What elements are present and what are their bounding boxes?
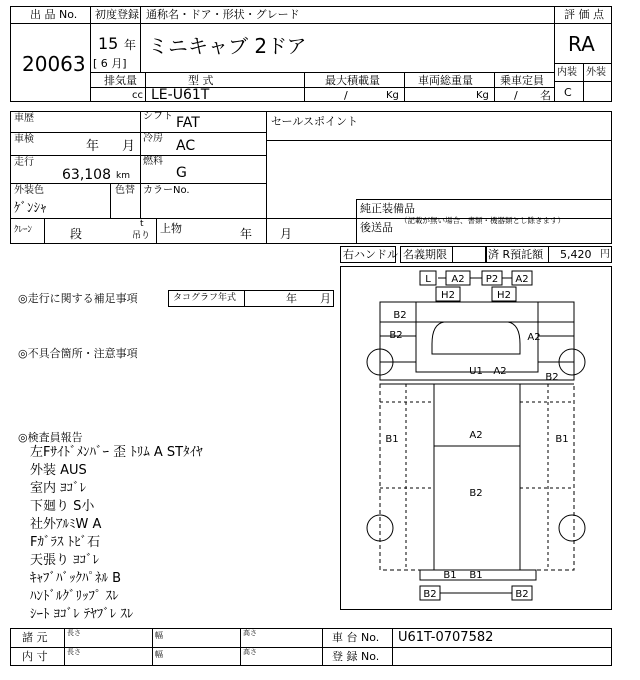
aftermarket-label: 後送品 bbox=[360, 221, 393, 234]
yen-unit: 円 bbox=[600, 249, 610, 260]
score-label: 評 価 点 bbox=[564, 8, 604, 21]
car-name-label: 通称名・ドア・形状・グレード bbox=[146, 8, 300, 21]
recycle-label: 済 R預託額 bbox=[488, 248, 544, 261]
rhd-label: 右ハンドル bbox=[343, 248, 398, 261]
inspection-year: 年 bbox=[86, 139, 100, 154]
inspector-line: 社外ｱﾙﾐW A bbox=[30, 517, 102, 532]
chassis-number: U61T-0707582 bbox=[398, 630, 494, 645]
inspector-line: Fｶﾞﾗｽ ﾄﾋﾞ石 bbox=[30, 535, 101, 550]
interior-length-label: 長さ bbox=[67, 648, 81, 656]
mark-left-fender: B2 bbox=[389, 330, 403, 341]
mileage-label: 走行 bbox=[14, 157, 34, 168]
fuel-label: 燃料 bbox=[143, 156, 163, 167]
tachograph-label: タコグラフ年式 bbox=[173, 293, 237, 303]
genuine-equipment-label: 純正装備品 bbox=[360, 202, 415, 215]
registration-month: [ 6 月] bbox=[93, 57, 127, 70]
inspector-line: ｷｬﾌﾞﾊﾞｯｸﾊﾟﾈﾙ B bbox=[30, 571, 122, 586]
history-label: 車歴 bbox=[14, 113, 34, 124]
car-name: ミニキャブ 2ドア bbox=[148, 34, 307, 58]
mark-cab-back: A2 bbox=[493, 366, 507, 377]
interior-width-label: 幅 bbox=[155, 650, 163, 659]
fuel-value: G bbox=[176, 165, 187, 181]
exterior-color-label: 外装色 bbox=[14, 185, 44, 196]
mark-bed-floor: B2 bbox=[469, 488, 483, 499]
recycle-amount: 5,420 bbox=[560, 248, 592, 261]
mark-roof: U1 bbox=[469, 366, 483, 377]
lift-month: 月 bbox=[280, 227, 293, 241]
inspector-line: ﾊﾝﾄﾞﾙｸﾞﾘｯﾌﾟ ｽﾚ bbox=[30, 589, 119, 604]
inspector-line: 室内 ﾖｺﾞﾚ bbox=[30, 481, 87, 496]
color-code-label: カラーNo. bbox=[143, 185, 190, 196]
exterior-label: 外装 bbox=[586, 67, 606, 78]
km-unit: km bbox=[116, 171, 130, 181]
ac-label: 冷房 bbox=[143, 133, 163, 144]
supplement-label: ◎走行に関する補足事項 bbox=[18, 292, 138, 305]
body-length-label: 長さ bbox=[67, 629, 81, 637]
aftermarket-note: （記載が無い場合、書類・機器類とし除きます） bbox=[400, 216, 565, 225]
mark-front-right-tire: B2 bbox=[545, 372, 559, 383]
inspector-line: 左Fｻｲﾄﾞﾒﾝﾊﾞｰ 歪 ﾄﾘﾑ A STﾀｲﾔ bbox=[30, 445, 203, 460]
capacity-slash: / bbox=[514, 89, 518, 102]
exterior-color: ｹﾞﾝｼｬ bbox=[14, 201, 47, 216]
gross-weight-label: 車両総重量 bbox=[418, 74, 473, 87]
mark-rear-bumper-right: B2 bbox=[515, 589, 529, 600]
gross-weight-kg-unit: Kg bbox=[476, 90, 489, 101]
vehicle-diagram bbox=[340, 266, 612, 610]
inspector-line: 天張り ﾖｺﾞﾚ bbox=[30, 553, 100, 568]
inspector-line: 下廻り S小 bbox=[30, 499, 95, 514]
model-code: LE-U61T bbox=[151, 87, 210, 103]
mark-bed-front: A2 bbox=[469, 430, 483, 441]
mark-rear-gate-right: B1 bbox=[469, 570, 483, 581]
displacement-label: 排気量 bbox=[104, 74, 137, 87]
mark-headlight-right: H2 bbox=[497, 290, 511, 301]
chassis-number-label: 車 台 No. bbox=[332, 631, 380, 644]
inspector-line: ｼｰﾄ ﾖｺﾞﾚ ﾃﾔﾌﾞﾚ ｽﾚ bbox=[30, 607, 134, 622]
shift-label: シフト bbox=[143, 111, 173, 122]
mark-front-bumper-right: A2 bbox=[515, 274, 529, 285]
crane-step: 段 bbox=[70, 227, 83, 241]
interior-label: 内装 bbox=[557, 67, 577, 78]
year-unit: 年 bbox=[124, 38, 137, 52]
mark-headlight-left: H2 bbox=[441, 290, 455, 301]
interior-dimensions-label: 内 寸 bbox=[22, 650, 48, 663]
registration-year: 15 bbox=[98, 34, 119, 53]
capacity-unit: 名 bbox=[540, 89, 551, 102]
inspector-label: ◎検査員報告 bbox=[18, 431, 83, 444]
crane-t: t bbox=[140, 219, 144, 229]
mark-rear-gate-left: B1 bbox=[443, 570, 457, 581]
interior-grade: C bbox=[564, 86, 572, 99]
interior-height-label: 高さ bbox=[243, 648, 257, 656]
lot-label: 出 品 No. bbox=[30, 8, 78, 21]
ac-value: AC bbox=[176, 138, 196, 154]
body-height-label: 高さ bbox=[243, 629, 257, 637]
shift-value: FAT bbox=[176, 115, 200, 131]
mark-grille: P2 bbox=[485, 274, 499, 285]
mark-rear-bumper-left: B2 bbox=[423, 589, 437, 600]
mark-right-gate: B1 bbox=[555, 434, 569, 445]
color-change-label: 色替 bbox=[115, 185, 135, 196]
inspector-line: 外装 AUS bbox=[30, 463, 87, 478]
overall-score: RA bbox=[568, 32, 595, 56]
max-load-slash: / bbox=[344, 89, 348, 102]
registration-number-label: 登 録 No. bbox=[332, 650, 380, 663]
lift-label: 上物 bbox=[160, 222, 182, 235]
crane-hang: 吊り bbox=[132, 231, 151, 241]
lot-number: 20063 bbox=[22, 52, 86, 76]
mark-front-bumper-left: A2 bbox=[451, 274, 465, 285]
sales-point-label: セールスポイント bbox=[271, 115, 359, 128]
inspection-month: 月 bbox=[122, 139, 136, 154]
tacho-year: 年 bbox=[286, 292, 297, 305]
max-load-label: 最大積載量 bbox=[325, 74, 380, 87]
defects-label: ◎不具合箇所・注意事項 bbox=[18, 347, 138, 360]
inspection-label: 車検 bbox=[14, 134, 34, 145]
mark-right-fender: A2 bbox=[527, 332, 541, 343]
model-label: 型 式 bbox=[188, 74, 214, 87]
mark-L: L bbox=[425, 274, 431, 285]
tacho-month: 月 bbox=[320, 292, 331, 305]
capacity-label: 乗車定員 bbox=[500, 74, 544, 87]
lift-year: 年 bbox=[240, 227, 253, 241]
body-width-label: 幅 bbox=[155, 631, 163, 640]
max-load-kg-unit: Kg bbox=[386, 90, 399, 101]
mark-left-gate: B1 bbox=[385, 434, 399, 445]
first-registration-label: 初度登録 bbox=[95, 8, 139, 21]
body-dimensions-label: 諸 元 bbox=[22, 631, 48, 644]
cc-unit: cc bbox=[132, 90, 143, 101]
mark-front-left: B2 bbox=[393, 310, 407, 321]
mileage-value: 63,108 bbox=[62, 167, 111, 183]
crane-label: ｸﾚｰﾝ bbox=[14, 225, 33, 235]
name-deadline-label: 名義期限 bbox=[403, 248, 447, 261]
